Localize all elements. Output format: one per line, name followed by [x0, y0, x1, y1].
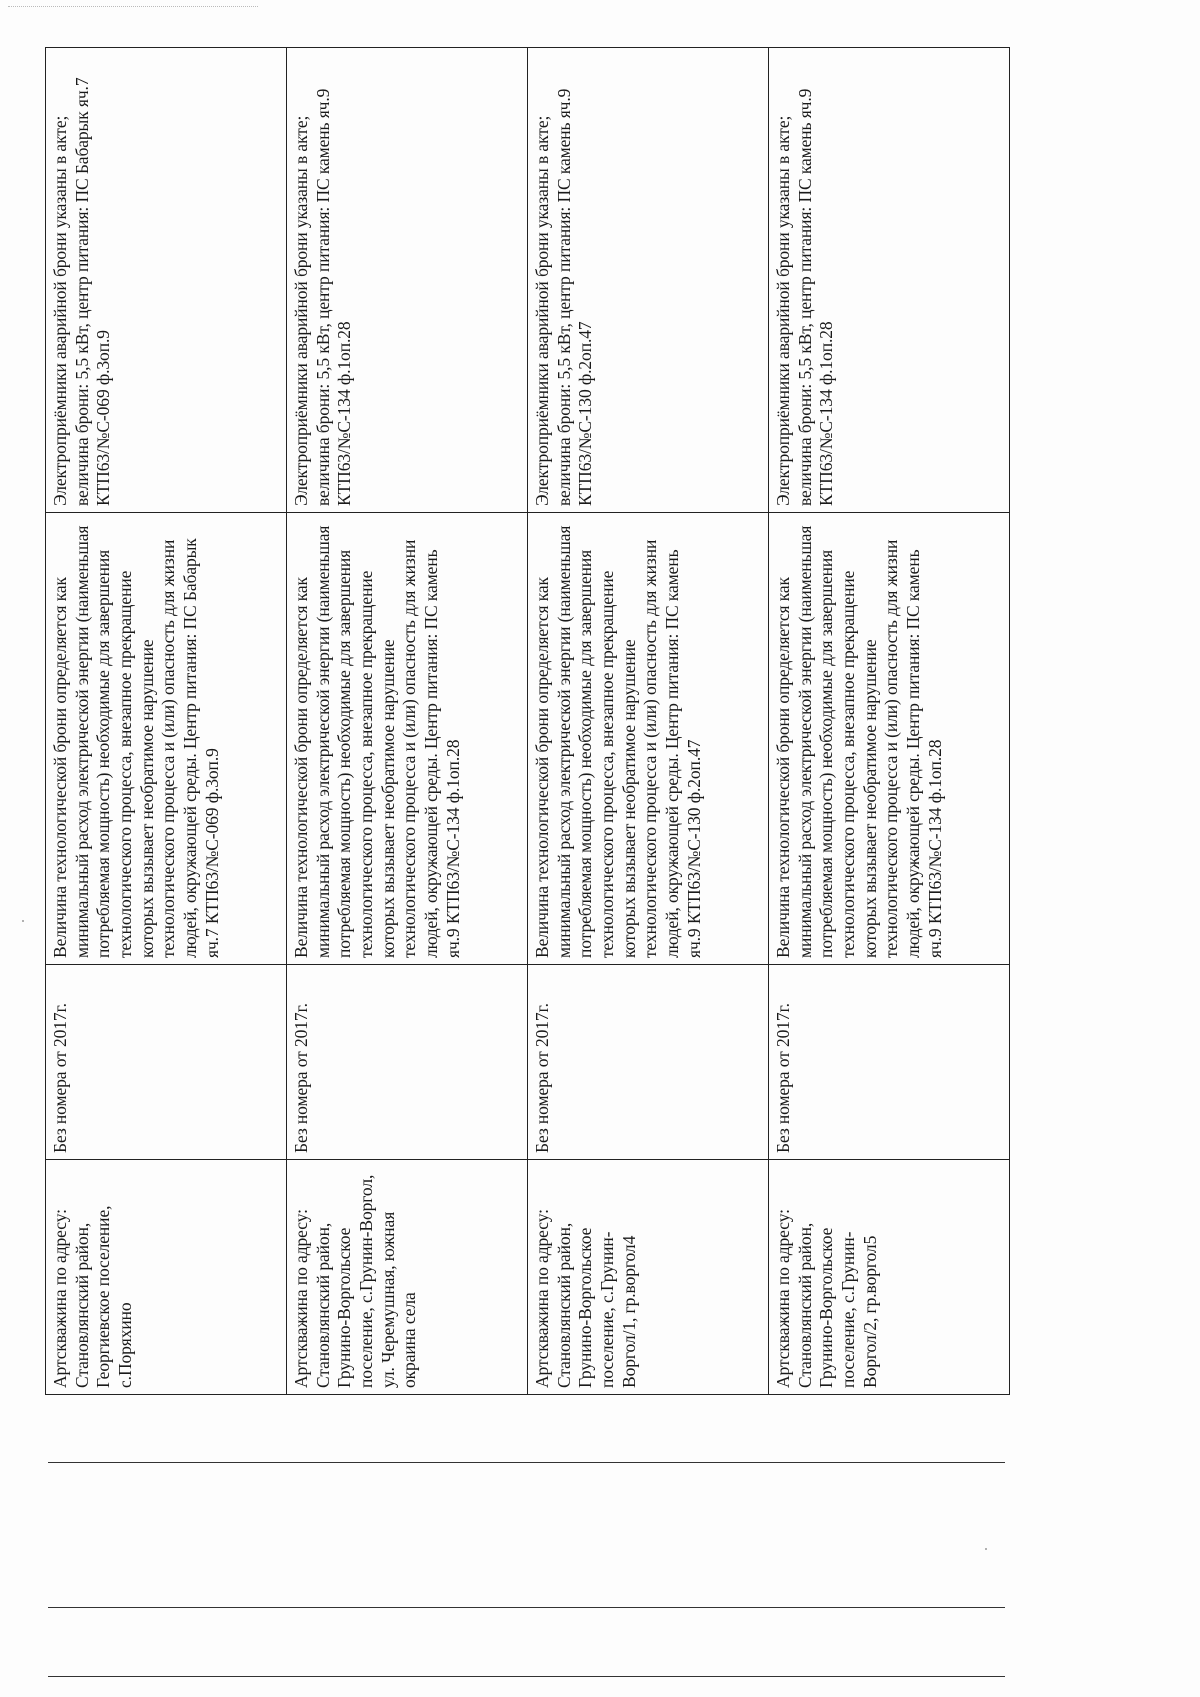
cell-address: Артскважина по адресу: Становлянский район, Грунино-Воргольское поселение, с.Грунин-Воргол/1, гр.воргол4	[528, 1160, 769, 1395]
rotated-table-frame	[45, 48, 1010, 1395]
cell-address: Артскважина по адресу: Становлянский район, Георгиевское поселение, с.Поряхино	[46, 1160, 287, 1395]
table-row	[769, 48, 1010, 1395]
rotated-table-area	[45, 48, 1010, 1395]
cell-address: Артскважина по адресу: Становлянский район, Грунино-Воргольское поселение, с.Грунин-Воргол/2, гр.воргол5	[769, 1160, 1010, 1395]
scan-speck	[985, 1548, 987, 1550]
scan-edge-noise	[8, 6, 258, 7]
table-row	[46, 48, 287, 1395]
cell-emergency-reserve: Электроприёмники аварийной брони указаны в акте; величина брони: 5,5 кВт, центр питания: ПС Бабарык яч.7 КТП63/№С-069 ф.3оп.9	[46, 48, 287, 513]
cell-emergency-reserve: Электроприёмники аварийной брони указаны в акте; величина брони: 5,5 кВт, центр питания: ПС камень яч.9 КТП63/№С-134 ф.1оп.28	[769, 48, 1010, 513]
cell-address: Артскважина по адресу: Становлянский район, Грунино-Воргольское поселение, с.Грунин-Воргол, ул. Черемушная, южная окраина села	[287, 1160, 528, 1395]
cell-tech-reserve: Величина технологической брони определяется как минимальный расход электрической энергии (наименьшая потребляемая мощность) необходимые для завершения технологического процесса, внезапное прекращение которых вызывает необратимое нарушение технологического процесса и (или) опасность для жизни людей, окружающей среды. Центр питания: ПС камень яч.9 КТП63/№С-134 ф.1оп.28	[287, 513, 528, 965]
cell-act: Без номера от 2017г.	[769, 965, 1010, 1160]
table-row	[528, 48, 769, 1395]
cell-tech-reserve: Величина технологической брони определяется как минимальный расход электрической энергии (наименьшая потребляемая мощность) необходимые для завершения технологического процесса, внезапное прекращение которых вызывает необратимое нарушение технологического процесса и (или) опасность для жизни людей, окружающей среды. Центр питания: ПС камень яч.9 КТП63/№С-130 ф.2оп.47	[528, 513, 769, 965]
cell-act: Без номера от 2017г.	[46, 965, 287, 1160]
scan-speck	[22, 920, 24, 922]
cell-tech-reserve: Величина технологической брони определяется как минимальный расход электрической энергии (наименьшая потребляемая мощность) необходимые для завершения технологического процесса, внезапное прекращение которых вызывает необратимое нарушение технологического процесса и (или) опасность для жизни людей, окружающей среды. Центр питания: ПС камень яч.9 КТП63/№С-134 ф.1оп.28	[769, 513, 1010, 965]
table-row	[287, 48, 528, 1395]
cell-tech-reserve: Величина технологической брони определяется как минимальный расход электрической энергии (наименьшая потребляемая мощность) необходимые для завершения технологического процесса, внезапное прекращение которых вызывает необратимое нарушение технологического процесса и (или) опасность для жизни людей, окружающей среды. Центр питания: ПС Бабарык яч.7 КТП63/№С-069 ф.3оп.9	[46, 513, 287, 965]
cell-emergency-reserve: Электроприёмники аварийной брони указаны в акте; величина брони: 5,5 кВт, центр питания: ПС камень яч.9 КТП63/№С-130 ф.2оп.47	[528, 48, 769, 513]
cell-act: Без номера от 2017г.	[287, 965, 528, 1160]
bottom-rule-1	[48, 1462, 1005, 1463]
cell-emergency-reserve: Электроприёмники аварийной брони указаны в акте; величина брони: 5,5 кВт, центр питания: ПС камень яч.9 КТП63/№С-134 ф.1оп.28	[287, 48, 528, 513]
emergency-reserve-table	[45, 47, 1010, 1395]
bottom-rule-2	[48, 1607, 1005, 1608]
cell-act: Без номера от 2017г.	[528, 965, 769, 1160]
bottom-rule-3	[48, 1676, 1005, 1677]
